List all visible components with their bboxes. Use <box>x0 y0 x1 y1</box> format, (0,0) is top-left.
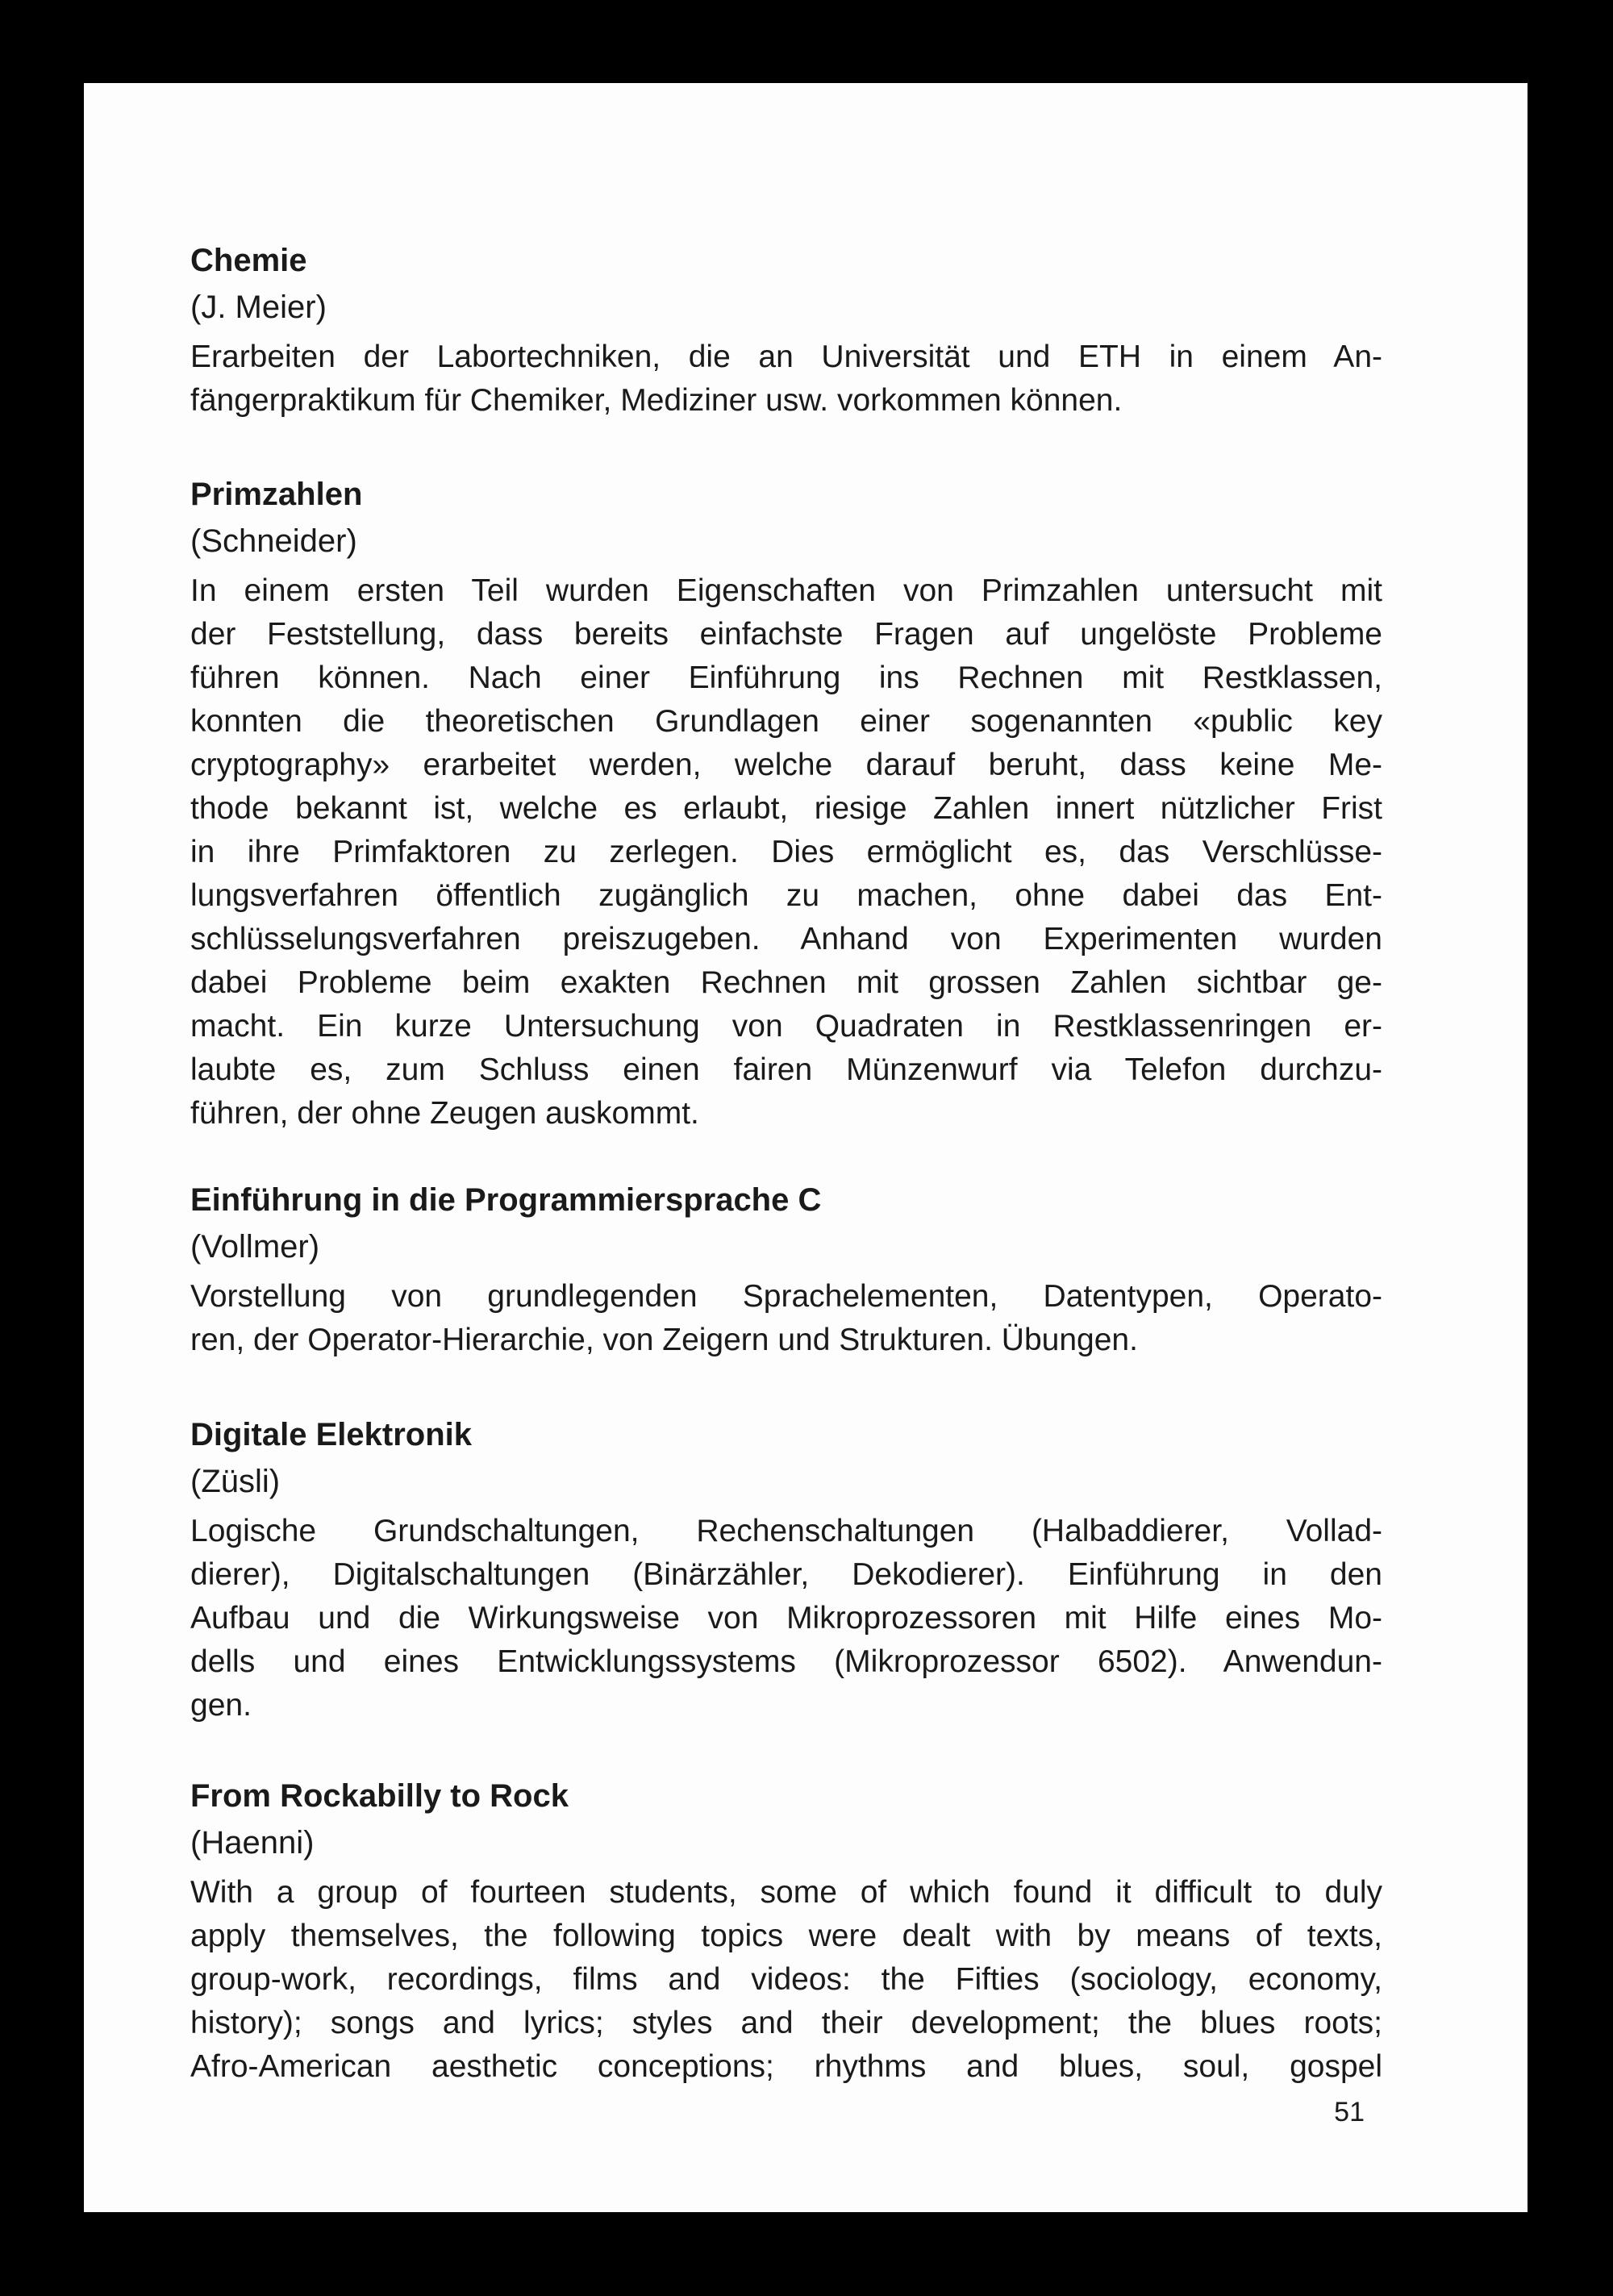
body-text-line: lungsverfahren öffentlich zugänglich zu machen, ohne dabei das Ent- <box>190 878 1382 913</box>
section-title: Chemie <box>190 243 307 278</box>
body-text-line: in ihre Primfaktoren zu zerlegen. Dies ermöglicht es, das Verschlüsse- <box>190 835 1382 869</box>
section <box>190 1411 1382 1727</box>
body-text-line: thode bekannt ist, welche es erlaubt, riesige Zahlen innert nützlicher Frist <box>190 791 1382 826</box>
body-text-line: cryptography» erarbeitet werden, welche darauf beruht, dass keine Me- <box>190 748 1382 782</box>
section-title: From Rockabilly to Rock <box>190 1778 569 1814</box>
section <box>190 1773 1382 2089</box>
body-text-line: fängerpraktikum für Chemiker, Mediziner usw. vorkommen können. <box>190 383 1123 418</box>
section-author: (Vollmer) <box>190 1229 320 1265</box>
body-text-line: schlüsselungsverfahren preiszugeben. Anhand von Experimenten wurden <box>190 922 1382 956</box>
section-author: (Haenni) <box>190 1825 315 1861</box>
body-text-line: führen können. Nach einer Einführung ins Rechnen mit Restklassen, <box>190 660 1382 695</box>
section <box>190 1177 1382 1362</box>
section-author: (Züsli) <box>190 1464 281 1499</box>
section-title: Primzahlen <box>190 477 363 512</box>
body-text-line: macht. Ein kurze Untersuchung von Quadraten in Restklassenringen er- <box>190 1009 1382 1044</box>
body-text-line: führen, der ohne Zeugen auskommt. <box>190 1096 699 1131</box>
body-text-line: apply themselves, the following topics were dealt with by means of texts, <box>190 1919 1382 1953</box>
body-text-line: Aufbau und die Wirkungsweise von Mikroprozessoren mit Hilfe eines Mo- <box>190 1601 1382 1636</box>
body-text-line: dells und eines Entwicklungssystems (Mikroprozessor 6502). Anwendun- <box>190 1644 1382 1679</box>
section <box>190 237 1382 423</box>
body-text-line: In einem ersten Teil wurden Eigenschaften von Primzahlen untersucht mit <box>190 573 1382 608</box>
body-text-line: With a group of fourteen students, some of which found it difficult to duly <box>190 1875 1382 1910</box>
body-text-line: history); songs and lyrics; styles and their development; the blues roots; <box>190 2006 1382 2040</box>
body-text-line: Afro-American aesthetic conceptions; rhythms and blues, soul, gospel <box>190 2049 1382 2084</box>
body-text-line: gen. <box>190 1688 252 1723</box>
body-text-line: dabei Probleme beim exakten Rechnen mit grossen Zahlen sichtbar ge- <box>190 965 1382 1000</box>
body-text-line: Erarbeiten der Labortechniken, die an Universität und ETH in einem An- <box>190 340 1382 374</box>
section-author: (J. Meier) <box>190 290 327 325</box>
body-text-line: ren, der Operator-Hierarchie, von Zeigern und Strukturen. Übungen. <box>190 1323 1138 1357</box>
page-number: 51 <box>1334 2097 1365 2127</box>
section-title: Digitale Elektronik <box>190 1417 472 1452</box>
section-title: Einführung in die Programmiersprache C <box>190 1182 822 1218</box>
body-text-line: laubte es, zum Schluss einen fairen Münzenwurf via Telefon durchzu- <box>190 1052 1382 1087</box>
section-author: (Schneider) <box>190 523 357 559</box>
body-text-line: dierer), Digitalschaltungen (Binärzähler, Dekodierer). Einführung in den <box>190 1557 1382 1592</box>
body-text-line: der Feststellung, dass bereits einfachste Fragen auf ungelöste Probleme <box>190 617 1382 652</box>
body-text-line: Logische Grundschaltungen, Rechenschaltungen (Halbaddierer, Vollad- <box>190 1514 1382 1548</box>
section <box>190 471 1382 1135</box>
body-text-line: Vorstellung von grundlegenden Sprachelementen, Datentypen, Operato- <box>190 1279 1382 1314</box>
body-text-line: konnten die theoretischen Grundlagen einer sogenannten «public key <box>190 704 1382 739</box>
body-text-line: group-work, recordings, films and videos: the Fifties (sociology, economy, <box>190 1962 1382 1997</box>
